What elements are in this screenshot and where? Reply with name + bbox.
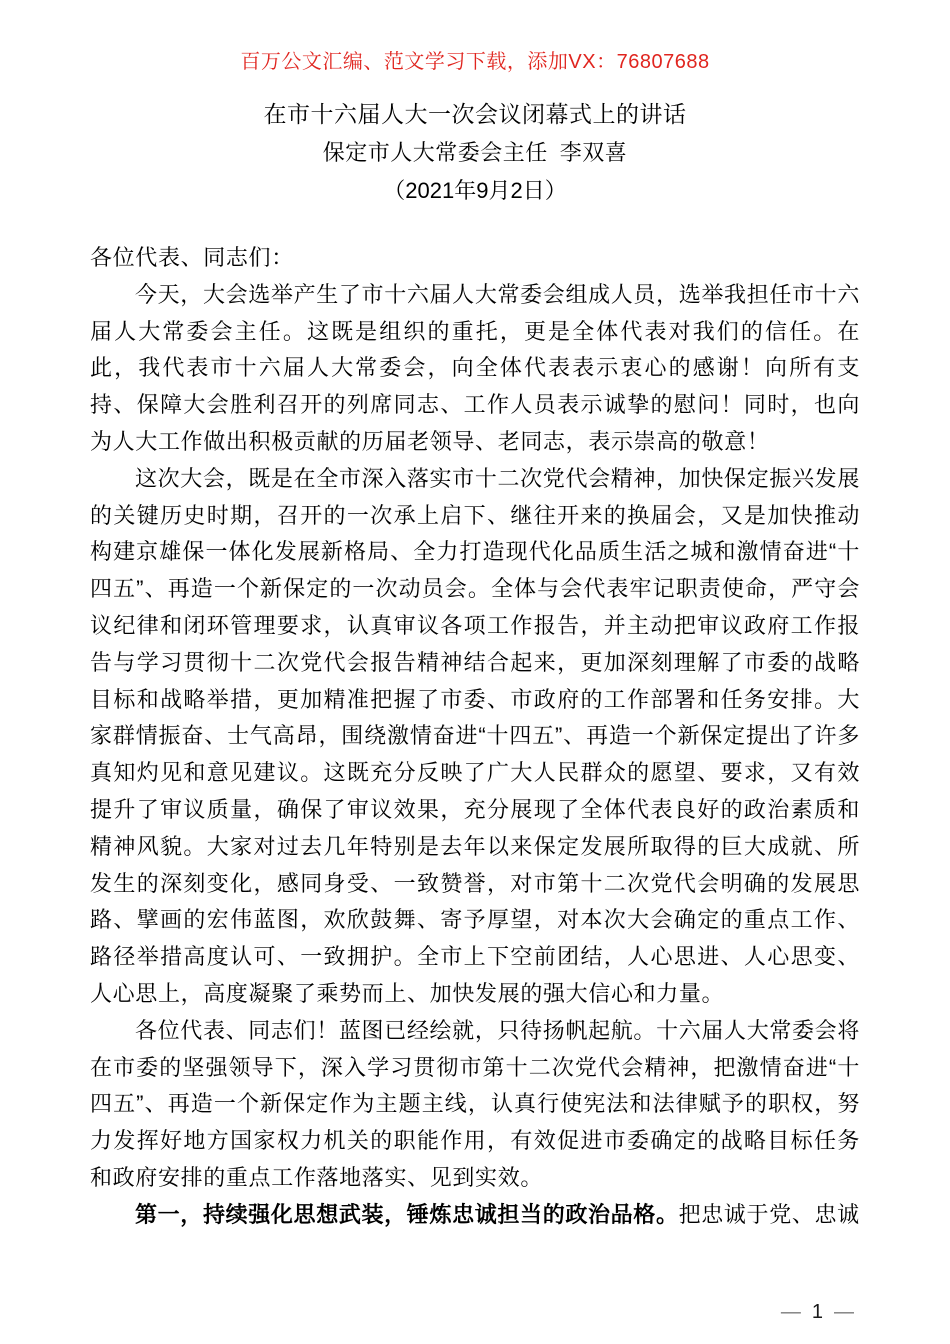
speaker-name: 李双喜: [559, 140, 628, 165]
paragraph-text: 各位代表、同志们：: [90, 245, 294, 270]
paragraph-text: 今天，大会选举产生了市十六届人大常委会组成人员，选举我担任市十六届人大常委会主任。这既是组织的重托，更是全体代表对我们的信任。在此，我代表市十六届人大常委会，向全体代表表示衷心的感谢！向所有支持、保障大会胜利召开的列席同志、工作人员表示诚挚的慰问！同时，也向为人大工作做出积极贡献的历届老领导、老同志，表示崇高的敬意！: [90, 281, 860, 454]
document-body: [90, 240, 860, 1234]
paragraph-lead-bold: 第一，持续强化思想武装，锤炼忠诚担当的政治品格。: [135, 1201, 679, 1227]
salutation: [90, 240, 860, 277]
promo-banner: 百万公文汇编、范文学习下载，添加VX：76807688: [240, 51, 710, 73]
paragraph: [90, 277, 860, 461]
paragraph: [90, 461, 860, 1013]
paragraph: [90, 1013, 860, 1197]
paragraph-text: 把忠诚于党、忠诚: [678, 1201, 860, 1227]
paragraph: [90, 1197, 860, 1234]
paragraph-text: 各位代表、同志们！蓝图已经绘就，只待扬帆起航。十六届人大常委会将在市委的坚强领导下，深入学习贯彻市第十二次党代会精神，把激情奋进“十四五”、再造一个新保定作为主题主线，认真行使宪法和法律赋予的职权，努力发挥好地方国家权力机关的职能作用，有效促进市委确定的战略目标任务和政府安排的重点工作落地落实、见到实效。: [90, 1017, 860, 1190]
speaker-line: [0, 136, 950, 167]
document-title: 在市十六届人大一次会议闭幕式上的讲话: [263, 101, 687, 127]
speaker-title: 保定市人大常委会主任: [322, 140, 548, 165]
page-number-value: 1: [811, 1301, 823, 1323]
date-line: （2021年9月2日）: [383, 178, 567, 203]
paragraph-text: 这次大会，既是在全市深入落实市十二次党代会精神，加快保定振兴发展的关键历史时期，召开的一次承上启下、继往开来的换届会，又是加快推动构建京雄保一体化发展新格局、全力打造现代化品质生活之城和激情奋进“十四五”、再造一个新保定的一次动员会。全体与会代表牢记职责使命，严守会议纪律和闭环管理要求，认真审议各项工作报告，并主动把审议政府工作报告与学习贯彻十二次党代会报告精神结合起来，更加深刻理解了市委的战略目标和战略举措，更加精准把握了市委、市政府的工作部署和任务安排。大家群情振奋、士气高昂，围绕激情奋进“十四五”、再造一个新保定提出了许多真知灼见和意见建议。这既充分反映了广大人民群众的愿望、要求，又有效提升了审议质量，确保了审议效果，充分展现了全体代表良好的政治素质和精神风貌。大家对过去几年特别是去年以来保定发展所取得的巨大成就、所发生的深刻变化，感同身受、一致赞誉，对市第十二次党代会明确的发展思路、擘画的宏伟蓝图，欢欣鼓舞、寄予厚望，对本次大会确定的重点工作、路径举措高度认可、一致拥护。全市上下空前团结，人心思进、人心思变、人心思上，高度凝聚了乘势而上、加快发展的强大信心和力量。: [90, 465, 860, 1006]
page-number-dash-right: —: [834, 1301, 854, 1323]
page-number-dash-left: —: [780, 1301, 801, 1323]
page-number: [781, 1301, 854, 1324]
